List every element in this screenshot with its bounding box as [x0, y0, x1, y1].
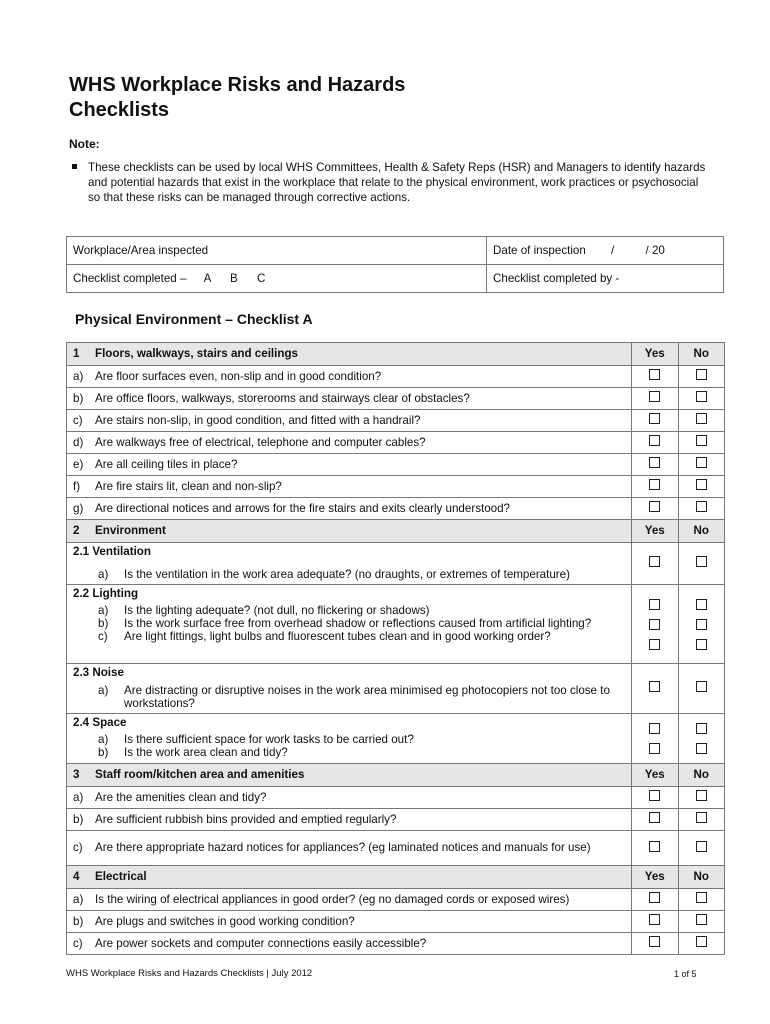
bullet-icon — [72, 164, 77, 169]
item-letter: a) — [73, 892, 84, 906]
page-number: 1 of 5 — [674, 969, 697, 979]
no-column-header: No — [678, 764, 724, 787]
section-number: 3 — [73, 768, 80, 781]
item-question: Are distracting or disruptive noises in the work area minimised eg photocopiers not too close to workstations? — [124, 684, 610, 710]
item-letter: c) — [73, 936, 83, 950]
page-footer: WHS Workplace Risks and Hazards Checklists | July 2012 — [66, 968, 313, 979]
checklist-row — [67, 498, 725, 520]
no-checkbox[interactable] — [696, 435, 707, 446]
checklist-row — [67, 454, 725, 476]
yes-checkbox[interactable] — [649, 435, 660, 446]
checklist-row — [67, 911, 725, 933]
subsection-heading: 2.1 Ventilation — [73, 545, 151, 558]
completed-label: Checklist completed – — [73, 271, 187, 285]
subsection-heading: 2.2 Lighting — [73, 587, 139, 600]
item-letter: c) — [73, 413, 83, 427]
checklist-row — [67, 432, 725, 454]
yes-column-header: Yes — [631, 520, 678, 543]
item-question: Are office floors, walkways, storerooms and stairways clear of obstacles? — [95, 391, 470, 405]
no-checkbox[interactable] — [696, 413, 707, 424]
item-question: Is the wiring of electrical appliances in good order? (eg no damaged cords or exposed wires) — [95, 892, 570, 906]
date-field[interactable] — [487, 237, 724, 265]
no-column-header: No — [678, 343, 724, 366]
item-question: Are power sockets and computer connections easily accessible? — [95, 936, 427, 950]
yes-checkbox[interactable] — [649, 812, 660, 823]
yes-checkbox[interactable] — [649, 501, 660, 512]
item-question: Are the amenities clean and tidy? — [95, 790, 267, 804]
item-question: Are stairs non-slip, in good condition, and fitted with a handrail? — [95, 413, 421, 427]
note-text: These checklists can be used by local WHS Committees, Health & Safety Reps (HSR) and Managers to identify hazards and potential hazards that exist in the workplace that relate to the physical environment, work practices or psychosocial so that these risks can be managed through corrective actions. — [88, 161, 706, 204]
workplace-field[interactable] — [67, 237, 487, 265]
checklist-row — [67, 410, 725, 432]
checklist-table — [66, 342, 725, 955]
item-question: Is there sufficient space for work tasks to be carried out? — [124, 733, 414, 746]
item-letter: a) — [98, 568, 109, 581]
item-question: Are light fittings, light bulbs and fluorescent tubes clean and in good working order? — [124, 630, 551, 643]
item-question: Are floor surfaces even, non-slip and in good condition? — [95, 369, 382, 383]
section-header — [67, 764, 725, 787]
section-header — [67, 866, 725, 889]
item-question: Are directional notices and arrows for the fire stairs and exits clearly understood? — [95, 501, 511, 515]
no-checkbox[interactable] — [696, 599, 707, 610]
yes-checkbox[interactable] — [649, 619, 660, 630]
yes-checkbox[interactable] — [649, 369, 660, 380]
date-separator: / — [611, 243, 615, 257]
section-title: Floors, walkways, stairs and ceilings — [95, 347, 298, 360]
section-number: 2 — [73, 524, 80, 537]
completed-by-label: Checklist completed by - — [493, 271, 620, 285]
yes-checkbox[interactable] — [649, 479, 660, 490]
item-question: Are plugs and switches in good working condition? — [95, 914, 355, 928]
checklist-row — [67, 476, 725, 498]
yes-column-header: Yes — [631, 343, 678, 366]
yes-checkbox[interactable] — [649, 892, 660, 903]
checklist-row — [67, 809, 725, 831]
yes-checkbox[interactable] — [649, 457, 660, 468]
item-letter: a) — [73, 790, 84, 804]
checklist-completed-field[interactable] — [67, 265, 487, 293]
no-column-header: No — [678, 520, 724, 543]
section-title: Staff room/kitchen area and amenities — [95, 768, 305, 781]
item-letter: f) — [73, 479, 81, 493]
no-checkbox[interactable] — [696, 369, 707, 380]
yes-checkbox[interactable] — [649, 743, 660, 754]
inspection-info-table — [66, 236, 724, 293]
workplace-label: Workplace/Area inspected — [73, 243, 209, 257]
item-letter: c) — [98, 630, 108, 643]
item-question: Is the ventilation in the work area adequate? (no draughts, or extremes of temperature) — [124, 568, 570, 581]
item-letter: b) — [73, 812, 84, 826]
yes-column-header: Yes — [631, 866, 678, 889]
no-checkbox[interactable] — [696, 681, 707, 692]
yes-checkbox[interactable] — [649, 413, 660, 424]
yes-checkbox[interactable] — [649, 639, 660, 650]
yes-checkbox[interactable] — [649, 723, 660, 734]
item-letter: d) — [73, 435, 84, 449]
checklist-row — [67, 366, 725, 388]
section-title: Environment — [95, 524, 166, 537]
item-question: Are sufficient rubbish bins provided and emptied regularly? — [95, 812, 397, 826]
item-letter: a) — [98, 733, 109, 746]
checklist-row — [67, 831, 725, 866]
option-b[interactable]: B — [229, 271, 238, 285]
item-question: Are walkways free of electrical, telephone and computer cables? — [95, 435, 426, 449]
no-checkbox[interactable] — [696, 841, 707, 852]
no-checkbox[interactable] — [696, 556, 707, 567]
yes-checkbox[interactable] — [649, 681, 660, 692]
section-number: 4 — [73, 870, 80, 883]
checklist-heading: Physical Environment – Checklist A — [75, 311, 313, 327]
yes-checkbox[interactable] — [649, 841, 660, 852]
yes-checkbox[interactable] — [649, 391, 660, 402]
no-checkbox[interactable] — [696, 479, 707, 490]
yes-checkbox[interactable] — [649, 936, 660, 947]
item-question: Are there appropriate hazard notices for appliances? (eg laminated notices and manuals for use) — [95, 841, 591, 854]
item-letter: b) — [73, 391, 84, 405]
no-checkbox[interactable] — [696, 914, 707, 925]
lighting-block — [67, 585, 725, 664]
yes-column-header: Yes — [631, 764, 678, 787]
no-column-header: No — [678, 866, 724, 889]
item-letter: e) — [73, 457, 84, 471]
no-checkbox[interactable] — [696, 457, 707, 468]
section-header — [67, 520, 725, 543]
item-letter: b) — [98, 617, 109, 630]
no-checkbox[interactable] — [696, 619, 707, 630]
option-c[interactable]: C — [256, 271, 266, 285]
checklist-row — [67, 933, 725, 955]
yes-checkbox[interactable] — [649, 790, 660, 801]
no-checkbox[interactable] — [696, 723, 707, 734]
checklist-row — [67, 787, 725, 809]
date-year: / 20 — [645, 243, 665, 257]
no-checkbox[interactable] — [696, 790, 707, 801]
item-letter: b) — [98, 746, 109, 759]
option-a[interactable]: A — [203, 271, 211, 285]
item-letter: g) — [73, 501, 84, 515]
checklist-row — [67, 388, 725, 410]
no-checkbox[interactable] — [696, 391, 707, 402]
no-checkbox[interactable] — [696, 812, 707, 823]
item-question: Is the work area clean and tidy? — [124, 746, 288, 759]
title-line-1: WHS Workplace Risks and Hazards — [69, 74, 406, 96]
note-bullet — [69, 160, 709, 205]
date-label: Date of inspection — [493, 243, 586, 257]
no-checkbox[interactable] — [696, 892, 707, 903]
noise-block — [67, 664, 725, 714]
page-title — [69, 73, 569, 123]
item-question: Is the lighting adequate? (not dull, no flickering or shadows) — [124, 604, 430, 617]
item-letter: a) — [73, 369, 84, 383]
no-checkbox[interactable] — [696, 639, 707, 650]
section-number: 1 — [73, 347, 80, 360]
completed-by-field[interactable] — [487, 265, 724, 293]
subsection-heading: 2.3 Noise — [73, 666, 124, 679]
item-question: Are all ceiling tiles in place? — [95, 457, 238, 471]
item-question: Is the work surface free from overhead shadow or reflections caused from artificial lighting? — [124, 617, 592, 630]
ventilation-block — [67, 543, 725, 585]
title-line-2: Checklists — [69, 99, 170, 121]
no-checkbox[interactable] — [696, 936, 707, 947]
item-letter: b) — [73, 914, 84, 928]
section-title: Electrical — [95, 870, 147, 883]
no-checkbox[interactable] — [696, 743, 707, 754]
note-label: Note: — [69, 137, 100, 151]
yes-checkbox[interactable] — [649, 914, 660, 925]
checklist-row — [67, 889, 725, 911]
no-checkbox[interactable] — [696, 501, 707, 512]
section-header — [67, 343, 725, 366]
item-letter: a) — [98, 684, 109, 697]
item-letter: c) — [73, 841, 83, 854]
subsection-heading: 2.4 Space — [73, 716, 127, 729]
space-block — [67, 714, 725, 764]
yes-checkbox[interactable] — [649, 556, 660, 567]
item-letter: a) — [98, 604, 109, 617]
item-question: Are fire stairs lit, clean and non-slip? — [95, 479, 282, 493]
yes-checkbox[interactable] — [649, 599, 660, 610]
